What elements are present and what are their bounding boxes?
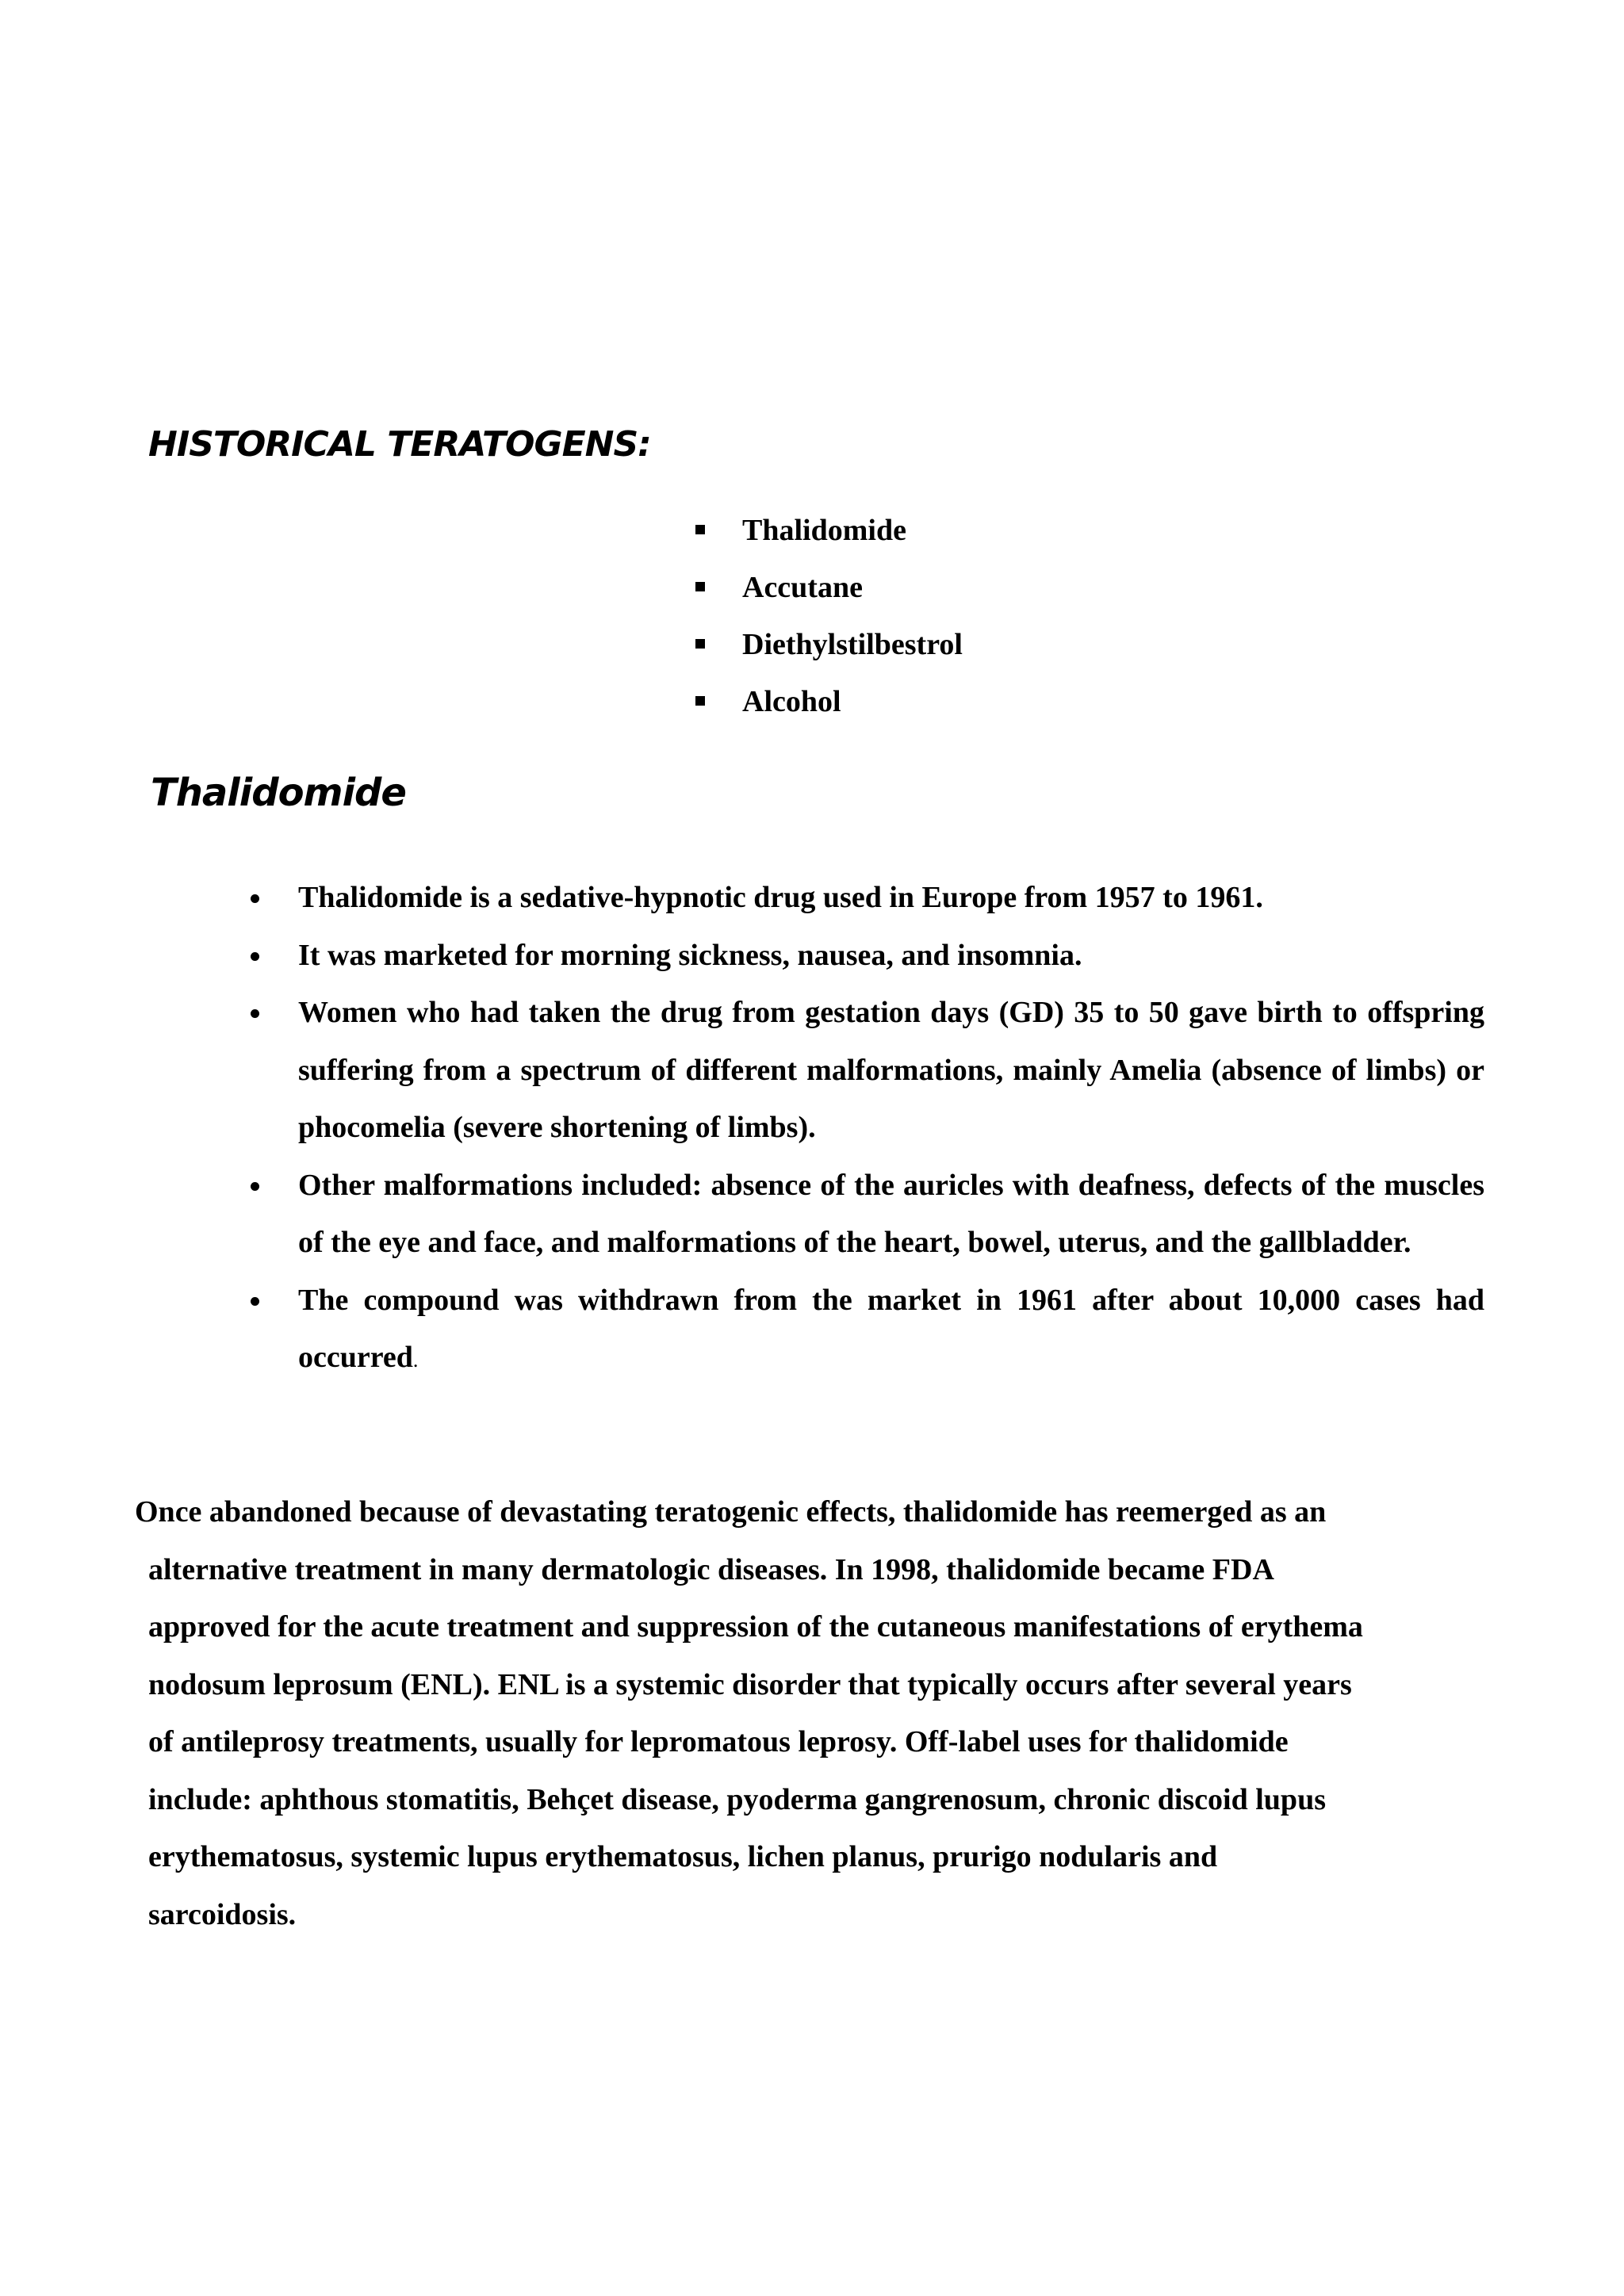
fact-text: Thalidomide is a sedative-hypnotic drug used in Europe from 1957 to 1961. — [298, 881, 1263, 914]
paragraph-line: approved for the acute treatment and suppression of the cutaneous manifestations of erythema — [148, 1610, 1363, 1644]
fact-text: The compound was withdrawn from the market in 1961 after about 10,000 cases had occurred — [298, 1283, 1484, 1374]
list-item — [246, 984, 1484, 1157]
paragraph-line: alternative treatment in many dermatologic diseases. In 1998, thalidomide became FDA — [148, 1552, 1274, 1586]
page-heading: HISTORICAL TERATOGENS: — [148, 424, 651, 465]
list-item — [690, 616, 963, 673]
paragraph-line: of antileprosy treatments, usually for lepromatous leprosy. Off-label uses for thalidomide — [148, 1725, 1289, 1758]
square-bullet-icon — [695, 639, 705, 649]
paragraph-line: Once abandoned because of devastating teratogenic effects, thalidomide has reemerged as an — [135, 1495, 1327, 1529]
round-bullet-icon — [251, 894, 259, 903]
fact-text: Women who had taken the drug from gestation days (GD) 35 to 50 gave birth to offspring suffering from a spectrum of different malformations, mainly Amelia (absence of limbs) or phocomelia (severe shortening of limbs). — [298, 996, 1484, 1144]
paragraph-line: include: aphthous stomatitis, Behçet disease, pyoderma gangrenosum, chronic discoid lupus — [148, 1782, 1326, 1816]
paragraph-line: erythematosus, systemic lupus erythematosus, lichen planus, prurigo nodularis and — [148, 1840, 1218, 1873]
fact-text-period: . — [412, 1349, 419, 1372]
list-item-label: Thalidomide — [742, 514, 906, 547]
list-item — [246, 927, 1484, 985]
list-item — [246, 1157, 1484, 1272]
paragraph-line: sarcoidosis. — [148, 1897, 297, 1931]
list-item-label: Diethylstilbestrol — [742, 628, 963, 661]
teratogen-list — [690, 502, 963, 730]
square-bullet-icon — [695, 696, 705, 706]
list-item — [246, 1272, 1484, 1390]
paragraph-line: nodosum leprosum (ENL). ENL is a systemic disorder that typically occurs after several years — [148, 1667, 1352, 1701]
list-item-label: Accutane — [742, 571, 863, 604]
square-bullet-icon — [695, 525, 705, 534]
body-paragraph — [135, 1483, 1499, 1943]
round-bullet-icon — [251, 1182, 259, 1191]
list-item — [246, 869, 1484, 927]
list-item — [690, 559, 963, 616]
list-item-label: Alcohol — [742, 685, 841, 718]
round-bullet-icon — [251, 952, 259, 961]
round-bullet-icon — [251, 1009, 259, 1018]
round-bullet-icon — [251, 1297, 259, 1306]
list-item — [690, 502, 963, 559]
square-bullet-icon — [695, 582, 705, 591]
fact-text: Other malformations included: absence of the auricles with deafness, defects of the muscles of the eye and face, and malformations of the heart, bowel, uterus, and the gallbladder. — [298, 1168, 1484, 1259]
fact-list — [246, 869, 1484, 1390]
list-item — [690, 673, 963, 730]
fact-text: It was marketed for morning sickness, nausea, and insomnia. — [298, 938, 1082, 972]
section-heading: Thalidomide — [151, 771, 406, 815]
